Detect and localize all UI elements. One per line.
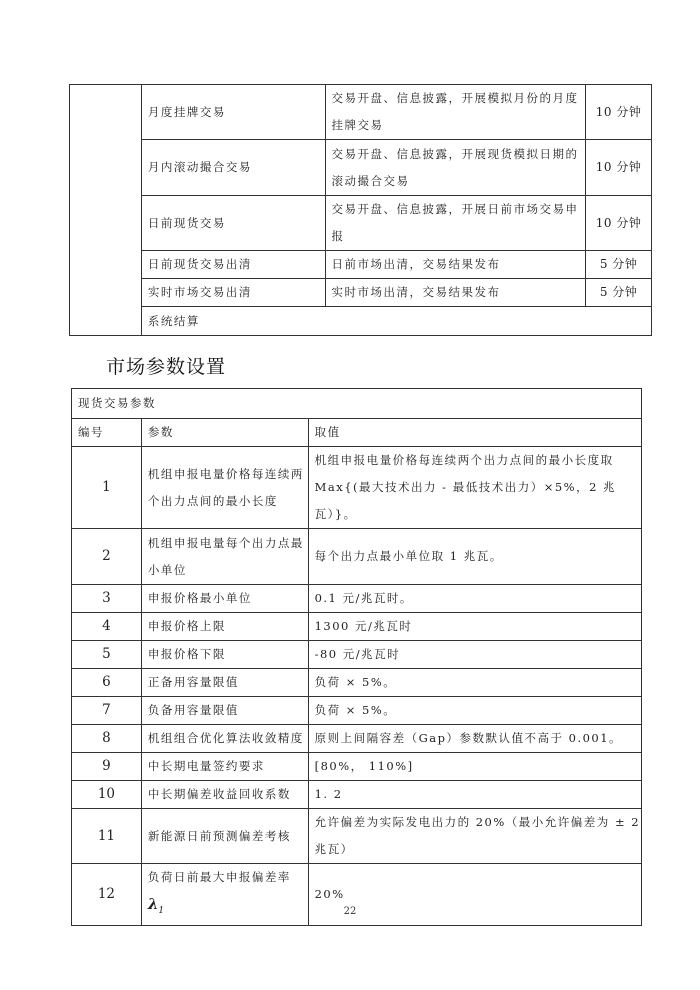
- param-value: 0.1 元/兆瓦时。: [308, 585, 641, 613]
- step-duration: 10 分钟: [586, 140, 652, 196]
- param-name: 申报价格上限: [141, 613, 308, 641]
- table-row: [70, 251, 652, 279]
- param-value: 原则上间隔容差（Gap）参数默认值不高于 0.001。: [308, 725, 641, 753]
- step-content: 实时市场出清，交易结果发布: [325, 279, 586, 307]
- param-name: 机组申报电量每个出力点最小单位: [141, 529, 308, 585]
- param-value: 1. 2: [308, 781, 641, 809]
- page-number: 22: [343, 906, 357, 917]
- row-number: 4: [72, 613, 142, 641]
- table-row: [70, 279, 652, 307]
- table-row: [72, 809, 642, 864]
- param-name: 新能源日前预测偏差考核: [141, 809, 308, 864]
- table-row: [70, 196, 652, 251]
- table-row: [72, 585, 642, 613]
- section-title: 市场参数设置: [106, 356, 227, 378]
- row-number: 3: [72, 585, 142, 613]
- lambda-letter: λ: [147, 895, 159, 913]
- param-name: 负备用容量限值: [141, 697, 308, 725]
- parameter-table: [71, 388, 642, 926]
- schedule-table: [69, 84, 652, 336]
- param-value: 负荷 × 5%。: [308, 697, 641, 725]
- table-header-row: [72, 419, 642, 447]
- step-duration: 10 分钟: [586, 85, 652, 140]
- row-number: 10: [72, 781, 142, 809]
- param-value: 机组申报电量价格每连续两个出力点间的最小长度取Max{(最大技术出力 - 最低技术出力）×5%，2 兆瓦）}。: [308, 447, 641, 529]
- row-number: 8: [72, 725, 142, 753]
- step-content: 交易开盘、信息披露，开展现货模拟日期的滚动撮合交易: [325, 140, 586, 196]
- param-name: 机组组合优化算法收敛精度: [141, 725, 308, 753]
- step-name: 月度挂牌交易: [141, 85, 325, 140]
- step-name: 系统结算: [141, 307, 651, 336]
- param-value: -80 元/兆瓦时: [308, 641, 641, 669]
- param-name: 中长期电量签约要求: [141, 753, 308, 781]
- param-name: 负荷日前最大申报偏差率: [147, 870, 291, 884]
- lambda-subscript: 1: [158, 906, 165, 916]
- header-parameter: 参数: [141, 419, 308, 447]
- param-value: [80%， 110%]: [308, 753, 641, 781]
- step-duration: 5 分钟: [586, 279, 652, 307]
- param-value: 每个出力点最小单位取 1 兆瓦。: [308, 529, 641, 585]
- param-name: 机组申报电量价格每连续两个出力点间的最小长度: [141, 447, 308, 529]
- table-row: [72, 697, 642, 725]
- param-value: 1300 元/兆瓦时: [308, 613, 641, 641]
- table-row: [70, 85, 652, 140]
- param-name: 中长期偏差收益回收系数: [141, 781, 308, 809]
- table-row: [70, 140, 652, 196]
- step-name: 日前现货交易出清: [141, 251, 325, 279]
- table-row: [72, 781, 642, 809]
- row-number: 5: [72, 641, 142, 669]
- param-value: 允许偏差为实际发电出力的 20%（最小允许偏差为 ± 2 兆瓦）: [308, 809, 641, 864]
- param-value: 20%: [308, 864, 641, 926]
- table-row: [72, 613, 642, 641]
- table-row: [70, 307, 652, 336]
- step-content: 交易开盘、信息披露，开展日前市场交易申报: [325, 196, 586, 251]
- table-row: [72, 529, 642, 585]
- step-duration: 5 分钟: [586, 251, 652, 279]
- header-number: 编号: [72, 419, 142, 447]
- table-caption-row: [72, 389, 642, 419]
- header-value: 取值: [308, 419, 641, 447]
- table-row: [72, 447, 642, 529]
- row-number: 1: [72, 447, 142, 529]
- step-content: 交易开盘、信息披露，开展模拟月份的月度挂牌交易: [325, 85, 586, 140]
- table-row: [72, 725, 642, 753]
- row-number: 2: [72, 529, 142, 585]
- param-value: 负荷 × 5%。: [308, 669, 641, 697]
- merged-phase-cell: [70, 85, 142, 336]
- table-row: [72, 669, 642, 697]
- step-content: 日前市场出清，交易结果发布: [325, 251, 586, 279]
- step-name: 月内滚动撮合交易: [141, 140, 325, 196]
- row-number: 7: [72, 697, 142, 725]
- param-name: 正备用容量限值: [141, 669, 308, 697]
- step-duration: 10 分钟: [586, 196, 652, 251]
- table-caption: 现货交易参数: [72, 389, 642, 419]
- param-name: 申报价格下限: [141, 641, 308, 669]
- step-name: 实时市场交易出清: [141, 279, 325, 307]
- step-name: 日前现货交易: [141, 196, 325, 251]
- row-number: 6: [72, 669, 142, 697]
- table-row: [72, 753, 642, 781]
- row-number: 11: [72, 809, 142, 864]
- row-number: 9: [72, 753, 142, 781]
- param-name: 申报价格最小单位: [141, 585, 308, 613]
- row-number: 12: [72, 864, 142, 926]
- table-row: [72, 641, 642, 669]
